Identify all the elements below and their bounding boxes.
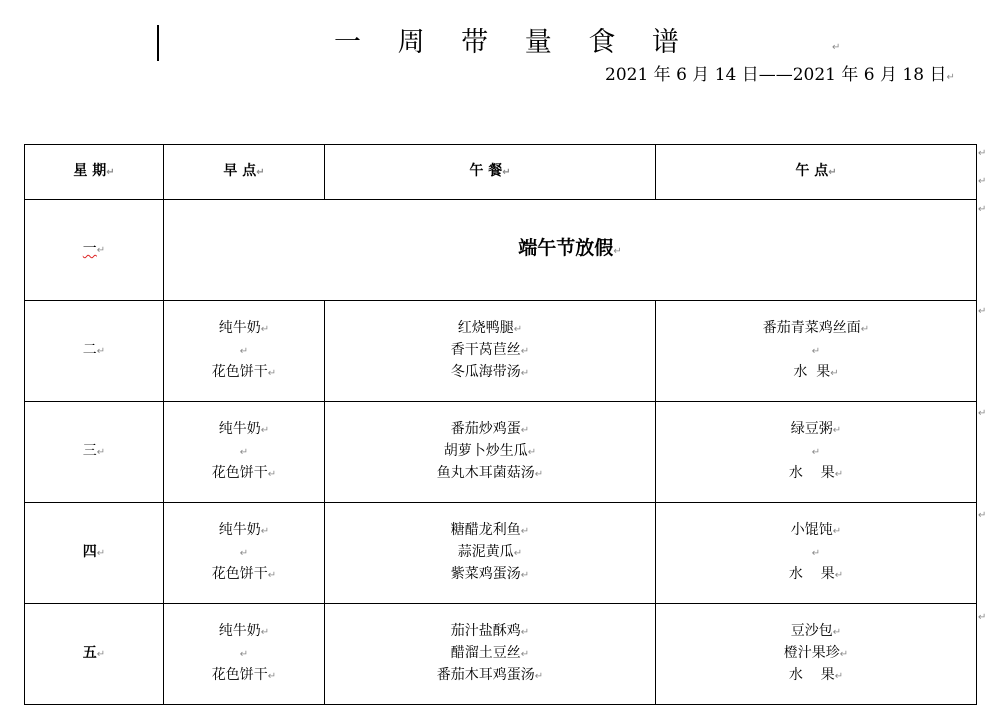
end-of-row-mark-icon: ↵ — [978, 612, 987, 623]
paragraph-mark-icon: ↵ — [502, 167, 511, 178]
lunch-cell — [325, 604, 656, 705]
menu-item: 水 果↵ — [788, 465, 844, 481]
menu-item: 纯牛奶↵ — [218, 522, 270, 538]
menu-item: 番茄炒鸡蛋↵ — [450, 421, 530, 437]
paragraph-mark-icon: ↵ — [106, 167, 115, 178]
lunch-cell — [325, 402, 656, 503]
end-of-row-mark-icon: ↵ — [978, 510, 987, 521]
date-range — [605, 64, 955, 89]
paragraph-mark-icon: ↵ — [96, 346, 106, 357]
day-cell — [25, 402, 164, 503]
paragraph-mark-icon: ↵ — [96, 447, 106, 458]
paragraph-mark-icon: ↵ — [96, 245, 106, 256]
snack-cell — [656, 604, 977, 705]
menu-item: ↵ — [239, 548, 249, 559]
menu-item: 红烧鸭腿↵ — [457, 320, 523, 336]
weekly-menu-table — [24, 144, 977, 705]
menu-item: 胡萝卜炒生瓜↵ — [443, 443, 537, 459]
paragraph-mark-icon: ↵ — [613, 246, 622, 257]
lunch-cell — [325, 301, 656, 402]
breakfast-cell — [164, 301, 325, 402]
menu-item: 橙汁果珍↵ — [783, 645, 849, 661]
day-label: 二 — [82, 342, 97, 358]
menu-item: ↵ — [239, 346, 249, 357]
end-of-row-mark-icon: ↵ — [978, 148, 987, 159]
menu-item: 番茄木耳鸡蛋汤↵ — [436, 667, 544, 683]
breakfast-cell — [164, 503, 325, 604]
paragraph-mark-icon: ↵ — [96, 548, 106, 559]
snack-cell — [656, 402, 977, 503]
menu-item: 香干莴苣丝↵ — [450, 342, 530, 358]
menu-item: 茄汁盐酥鸡↵ — [450, 623, 530, 639]
menu-item: 小馄饨↵ — [790, 522, 842, 538]
menu-item: 纯牛奶↵ — [218, 421, 270, 437]
day-label: 三 — [82, 443, 97, 459]
end-of-row-mark-icon: ↵ — [978, 176, 987, 187]
header-snack — [656, 145, 977, 200]
lunch-cell — [325, 503, 656, 604]
menu-item: ↵ — [239, 649, 249, 660]
snack-cell — [656, 301, 977, 402]
menu-item: 纯牛奶↵ — [218, 320, 270, 336]
table-row — [25, 604, 977, 705]
day-cell — [25, 503, 164, 604]
day-cell — [25, 604, 164, 705]
end-of-row-mark-icon: ↵ — [978, 204, 987, 215]
table-header-row — [25, 145, 977, 200]
header-weekday — [25, 145, 164, 200]
day-label: 五 — [82, 645, 97, 661]
snack-cell — [656, 503, 977, 604]
day-label: 四 — [82, 544, 97, 560]
paragraph-mark-icon: ↵ — [96, 649, 106, 660]
menu-item: ↵ — [811, 346, 821, 357]
header-lunch — [325, 145, 656, 200]
breakfast-cell — [164, 402, 325, 503]
menu-item: 紫菜鸡蛋汤↵ — [450, 566, 530, 582]
menu-item: 醋溜土豆丝↵ — [450, 645, 530, 661]
text-cursor — [157, 25, 159, 61]
table-row — [25, 503, 977, 604]
holiday-note: 端午节放假 — [518, 237, 614, 259]
header-breakfast-label: 早 点 — [223, 163, 257, 179]
table-row — [25, 402, 977, 503]
menu-item: 蒜泥黄瓜↵ — [457, 544, 523, 560]
paragraph-mark-icon: ↵ — [946, 72, 955, 83]
paragraph-mark-icon: ↵ — [256, 167, 265, 178]
menu-item: 水 果↵ — [788, 566, 844, 582]
menu-item: 水 果↵ — [788, 667, 844, 683]
breakfast-cell — [164, 604, 325, 705]
table-row — [25, 301, 977, 402]
header-weekday-label: 星 期 — [73, 163, 107, 179]
end-of-row-mark-icon: ↵ — [978, 408, 987, 419]
menu-item: 绿豆粥↵ — [790, 421, 842, 437]
menu-item: 水 果↵ — [793, 364, 839, 380]
paragraph-mark-icon: ↵ — [832, 42, 841, 53]
table-row-holiday — [25, 200, 977, 301]
menu-item: 糖醋龙利鱼↵ — [450, 522, 530, 538]
menu-item: 花色饼干↵ — [211, 566, 277, 582]
document-title: 一 周 带 量 食 谱 — [334, 27, 693, 58]
menu-item: ↵ — [811, 447, 821, 458]
menu-item: 花色饼干↵ — [211, 465, 277, 481]
menu-item: 花色饼干↵ — [211, 667, 277, 683]
end-of-row-mark-icon: ↵ — [978, 306, 987, 317]
date-range-text: 2021 年 6 月 14 日——2021 年 6 月 18 日 — [605, 65, 947, 85]
menu-item: ↵ — [239, 447, 249, 458]
paragraph-mark-icon: ↵ — [828, 167, 837, 178]
header-breakfast — [164, 145, 325, 200]
menu-item: 豆沙包↵ — [790, 623, 842, 639]
menu-item: 冬瓜海带汤↵ — [450, 364, 530, 380]
day-cell — [25, 301, 164, 402]
header-lunch-label: 午 餐 — [469, 163, 503, 179]
header-snack-label: 午 点 — [795, 163, 829, 179]
day-label: 一 — [82, 241, 97, 257]
menu-item: 花色饼干↵ — [211, 364, 277, 380]
menu-item: 番茄青菜鸡丝面↵ — [762, 320, 870, 336]
menu-item: 鱼丸木耳菌菇汤↵ — [436, 465, 544, 481]
holiday-cell — [164, 200, 977, 301]
menu-item: ↵ — [811, 548, 821, 559]
menu-item: 纯牛奶↵ — [218, 623, 270, 639]
day-cell — [25, 200, 164, 301]
